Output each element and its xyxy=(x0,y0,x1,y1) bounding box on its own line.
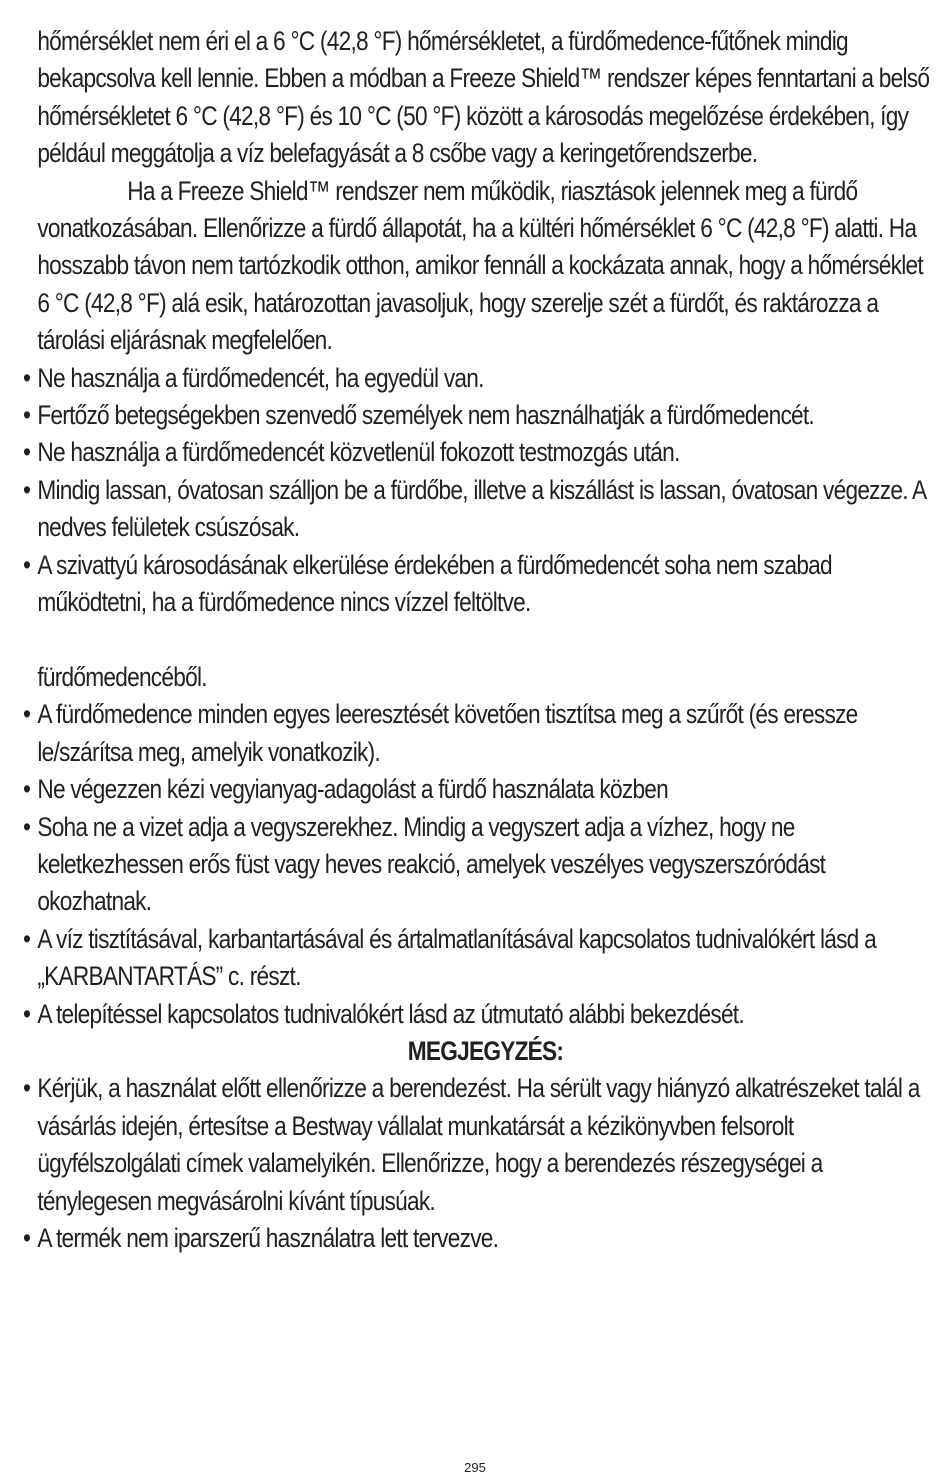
freeze-shield-paragraph: Ha a Freeze Shield™ rendszer nem működik, riasztások jelennek meg a fürdő vonatkozásában. Ellenőrizze a fürdő állapotát, ha a kültéri hőmérséklet 6 °C (42,8 °F) alatti. Ha hosszabb távon nem tartózkodik otthon, amikor fennáll a kockázata annak, hogy a hőmérséklet 6 °C (42,8 °F) alá esik, határozottan javasoljuk, hogy szerelje szét a fürdőt, és raktározza a tárolási eljárásnak megfelelően. xyxy=(37,175,923,356)
list-item xyxy=(18,696,934,771)
list-item-text: A telepítéssel kapcsolatos tudnivalókért lásd az útmutató alábbi bekezdését. xyxy=(37,998,744,1029)
bullet-icon: • xyxy=(23,1073,31,1104)
bullet-icon: • xyxy=(23,774,31,805)
list-item xyxy=(18,921,934,996)
bullet-icon: • xyxy=(23,998,31,1029)
list-item-text: Ne használja a fürdőmedencét, ha egyedül van. xyxy=(37,362,484,393)
bullet-icon: • xyxy=(23,811,31,842)
list-item-text: Ne végezzen kézi vegyianyag-adagolást a fürdő használata közben xyxy=(37,774,669,805)
list-item-text: Mindig lassan, óvatosan szálljon be a fürdőbe, illetve a kiszállást is lassan, óvatosan végezze. A nedves felületek csúszósak. xyxy=(37,474,926,543)
bullet-icon: • xyxy=(23,437,31,468)
list-item xyxy=(18,547,934,622)
note-bullet-list xyxy=(18,1070,934,1257)
list-item-text: Kérjük, a használat előtt ellenőrizze a berendezést. Ha sérült vagy hiányzó alkatrészeket talál a vásárlás idején, értesítse a Bestway vállalat munkatársát a kézikönyvben felsorolt ügyfélszolgálati címek valamelyikén. Ellenőrizze, hogy a berendezés részegységei a ténylegesen megvásárolni kívánt típusúak. xyxy=(37,1073,920,1216)
safety-bullet-list xyxy=(18,360,934,622)
list-item-text: A fürdőmedence minden egyes leeresztését követően tisztítsa meg a szűrőt (és eressze le/szárítsa meg, amelyik vonatkozik). xyxy=(37,699,858,767)
list-item xyxy=(18,1220,934,1257)
bullet-icon: • xyxy=(23,699,31,730)
page-number: 295 xyxy=(464,1460,486,1475)
list-item-text: A szivattyú károsodásának elkerülése érdekében a fürdőmedencét soha nem szabad működtetni, ha a fürdőmedence nincs vízzel feltöltve. xyxy=(37,549,832,618)
page-body xyxy=(18,23,934,1257)
list-item-text: Soha ne a vizet adja a vegyszerekhez. Mindig a vegyszert adja a vízhez, hogy ne keletkezhessen erős füst vagy heves reakció, amelyek veszélyes vegyszerszóródást okozhatnak. xyxy=(37,811,826,917)
list-item xyxy=(18,397,934,434)
orphan-line: fürdőmedencéből. xyxy=(37,661,207,692)
bullet-icon: • xyxy=(23,474,31,505)
list-item-text: A termék nem iparszerű használatra lett tervezve. xyxy=(37,1222,499,1253)
list-item xyxy=(18,996,934,1033)
bullet-icon: • xyxy=(23,549,31,580)
bullet-icon: • xyxy=(23,923,31,954)
list-item xyxy=(18,434,934,471)
bullet-icon: • xyxy=(23,362,31,393)
list-item xyxy=(18,809,934,921)
list-item-text: Ne használja a fürdőmedencét közvetlenül fokozott testmozgás után. xyxy=(37,437,680,468)
note-heading: MEGJEGYZÉS: xyxy=(407,1035,564,1066)
list-item xyxy=(18,1070,934,1220)
list-item-text: Fertőző betegségekben szenvedő személyek nem használhatják a fürdőmedencét. xyxy=(37,400,814,431)
bullet-icon: • xyxy=(23,1222,31,1253)
continuation-paragraph: hőmérséklet nem éri el a 6 °C (42,8 °F) hőmérsékletet, a fürdőmedence-fűtőnek mindig bekapcsolva kell lennie. Ebben a módban a Freeze Shield™ rendszer képes fenntartani a belső hőmérsékletet 6 °C (42,8 °F) és 10 °C (50 °F) között a károsodás megelőzése érdekében, így például meggátolja a víz belefagyását a 8 csőbe vagy a keringetőrendszerbe. xyxy=(37,26,930,169)
list-item-text: A víz tisztításával, karbantartásával és ártalmatlanításával kapcsolatos tudnivalókért lásd a „KARBANTARTÁS” c. részt. xyxy=(37,923,876,992)
blank-line xyxy=(18,622,934,659)
maintenance-bullet-list xyxy=(18,696,934,1033)
list-item xyxy=(18,472,934,547)
list-item xyxy=(18,360,934,397)
list-item xyxy=(18,771,934,808)
bullet-icon: • xyxy=(23,400,31,431)
